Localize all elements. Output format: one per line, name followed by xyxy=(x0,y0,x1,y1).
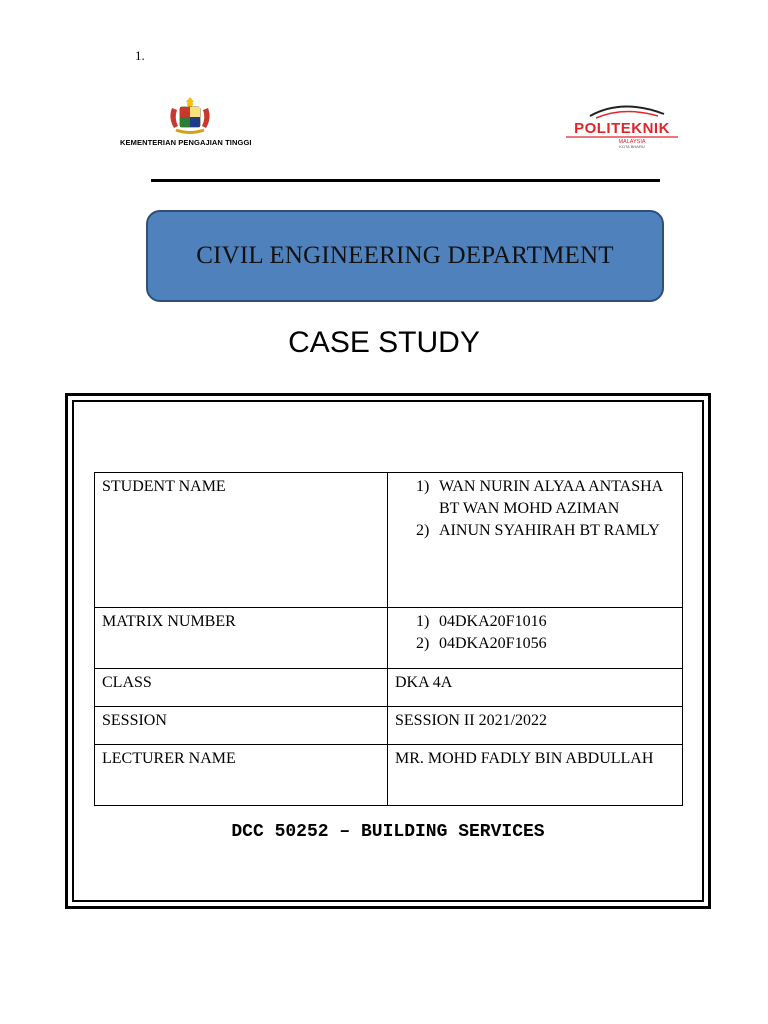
student-name-item: AINUN SYAHIRAH BT RAMLY xyxy=(439,522,660,539)
table-row xyxy=(95,669,683,707)
student-name-label: STUDENT NAME xyxy=(95,473,388,608)
lecturer-name-value: MR. MOHD FADLY BIN ABDULLAH xyxy=(388,745,683,806)
student-details-table xyxy=(94,472,683,806)
coat-of-arms-icon xyxy=(164,96,216,136)
table-row xyxy=(95,707,683,745)
department-title: CIVIL ENGINEERING DEPARTMENT xyxy=(196,242,614,269)
table-row xyxy=(95,745,683,806)
student-name-value xyxy=(388,473,683,608)
course-title: DCC 50252 – BUILDING SERVICES xyxy=(231,822,545,842)
matrix-number-item: 04DKA20F1056 xyxy=(439,635,547,652)
matrix-number-item: 04DKA20F1016 xyxy=(439,613,547,630)
politeknik-logo-campus: KOTA BHARU xyxy=(619,144,645,148)
table-row xyxy=(95,473,683,608)
politeknik-logo xyxy=(560,104,685,148)
table-row xyxy=(95,608,683,669)
session-value: SESSION II 2021/2022 xyxy=(388,707,683,745)
page-number: 1. xyxy=(135,48,145,63)
lecturer-name-label: LECTURER NAME xyxy=(95,745,388,806)
matrix-number-value xyxy=(388,608,683,669)
matrix-number-label: MATRIX NUMBER xyxy=(95,608,388,669)
class-value: DKA 4A xyxy=(388,669,683,707)
student-name-item: WAN NURIN ALYAA ANTASHA BT WAN MOHD AZIMAN xyxy=(439,478,663,517)
politeknik-logo-sub: MALAYSIA xyxy=(618,139,646,145)
header-divider xyxy=(151,179,660,182)
ministry-logo xyxy=(120,96,260,152)
ministry-caption: KEMENTERIAN PENGAJIAN TINGGI xyxy=(120,138,252,147)
class-label: CLASS xyxy=(95,669,388,707)
department-banner xyxy=(146,210,664,302)
politeknik-logo-text: POLITEKNIK xyxy=(574,120,670,137)
session-label: SESSION xyxy=(95,707,388,745)
document-title: CASE STUDY xyxy=(288,326,480,359)
